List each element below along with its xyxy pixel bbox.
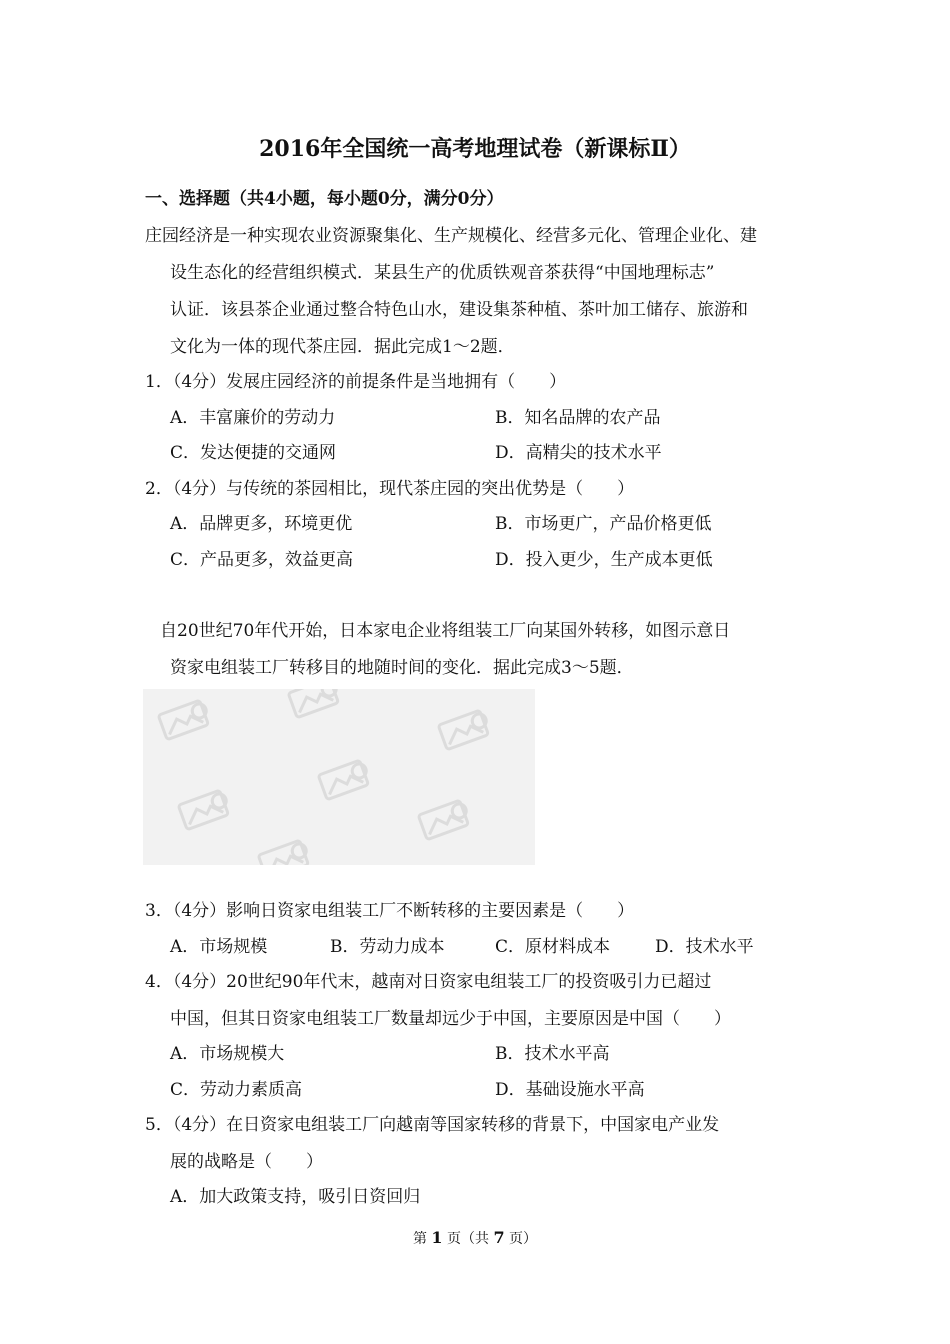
question-stem: 4．（4分）20世纪90年代末，越南对日资家电组装工厂的投资吸引力已超过 <box>145 972 712 992</box>
question-stem: 1．（4分）发展庄园经济的前提条件是当地拥有（ ） <box>145 372 567 392</box>
option-d: D．基础设施水平高 <box>495 1080 645 1100</box>
passage-line: 文化为一体的现代茶庄园．据此完成1～2题． <box>170 337 515 357</box>
question-stem: 2．（4分）与传统的茶园相比，现代茶庄园的突出优势是（ ） <box>145 479 635 499</box>
footer-prefix: 第 <box>412 1231 427 1247</box>
question-stem: 3．（4分）影响日资家电组装工厂不断转移的主要因素是（ ） <box>145 901 635 921</box>
option-c: C．劳动力素质高 <box>170 1080 303 1100</box>
doc-title: 2016年全国统一高考地理试卷（新课标Ⅱ） <box>259 136 691 162</box>
page-footer <box>0 1227 950 1250</box>
figure-placeholder <box>143 689 535 865</box>
option-a: A．丰富廉价的劳动力 <box>170 408 336 428</box>
option-d: D．技术水平 <box>655 937 754 957</box>
option-c: C．产品更多，效益更高 <box>170 550 354 570</box>
question-stem: 中国，但其日资家电组装工厂数量却远少于中国，主要原因是中国（ ） <box>170 1009 731 1029</box>
section-heading: 一、选择题（共4小题，每小题0分，满分0分） <box>145 189 504 209</box>
option-b: B．市场更广，产品价格更低 <box>495 514 712 534</box>
passage-line: 认证．该县茶企业通过整合特色山水，建设集茶种植、茶叶加工储存、旅游和 <box>170 300 748 320</box>
passage-line: 自20世纪70年代开始，日本家电企业将组装工厂向某国外转移，如图示意日 <box>160 621 731 641</box>
footer-total-pages: 7 <box>493 1228 505 1247</box>
footer-page-number: 1 <box>431 1228 443 1247</box>
option-a: A．市场规模大 <box>170 1044 285 1064</box>
passage-line: 庄园经济是一种实现农业资源聚集化、生产规模化、经营多元化、管理企业化、建 <box>145 226 757 246</box>
option-b: B．劳动力成本 <box>330 937 445 957</box>
option-b: B．知名品牌的农产品 <box>495 408 661 428</box>
option-a: A．加大政策支持，吸引日资回归 <box>170 1187 421 1207</box>
passage-line: 设生态化的经营组织模式．某县生产的优质铁观音茶获得“中国地理标志” <box>170 263 715 283</box>
option-b: B．技术水平高 <box>495 1044 610 1064</box>
option-c: C．原材料成本 <box>495 937 611 957</box>
question-stem: 展的战略是（ ） <box>170 1152 323 1172</box>
option-d: D．高精尖的技术水平 <box>495 443 662 463</box>
option-c: C．发达便捷的交通网 <box>170 443 337 463</box>
footer-middle: 页（共 <box>447 1231 489 1247</box>
image-placeholder-icon <box>143 689 535 865</box>
question-stem: 5．（4分）在日资家电组装工厂向越南等国家转移的背景下，中国家电产业发 <box>145 1115 720 1135</box>
option-d: D．投入更少，生产成本更低 <box>495 550 713 570</box>
footer-suffix: 页） <box>509 1231 538 1247</box>
option-a: A．市场规模 <box>170 937 268 957</box>
passage-line: 资家电组装工厂转移目的地随时间的变化．据此完成3～5题． <box>170 658 634 678</box>
option-a: A．品牌更多，环境更优 <box>170 514 353 534</box>
